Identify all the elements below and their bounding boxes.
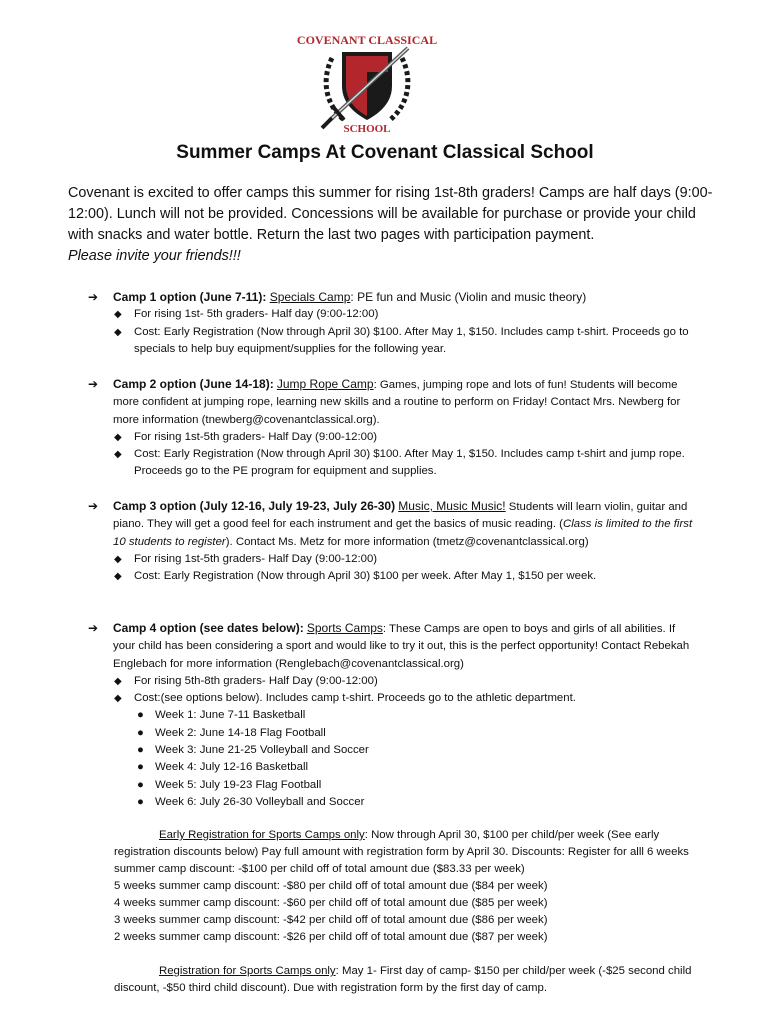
camp-2	[88, 376, 698, 481]
diamond-icon: ◆	[114, 675, 122, 687]
diamond-icon: ◆	[114, 571, 122, 583]
bullet-icon: ●	[137, 795, 144, 808]
diamond-icon: ◆	[114, 693, 122, 705]
diamond-icon: ◆	[114, 309, 122, 321]
camp-contact: ). Contact Ms. Metz for more information (tmetz@covenantclassical.org)	[225, 535, 589, 548]
sports-weeks-list	[135, 707, 698, 811]
camp-detail: ◆ Cost: Early Registration (Now through April 30) $100 per week. After May 1, $150 per week.	[113, 568, 698, 585]
list-item: ● Week 1: June 7-11 Basketball	[135, 707, 698, 724]
discount-line: 2 weeks summer camp discount: -$26 per child off of total amount due ($87 per week)	[114, 931, 548, 943]
arrow-icon: ➔	[88, 290, 99, 304]
diamond-icon: ◆	[114, 326, 122, 338]
diamond-icon: ◆	[114, 431, 122, 443]
camp-detail: ◆ For rising 1st- 5th graders- Half day (9:00-12:00)	[113, 306, 698, 323]
camp-heading: Camp 2 option (June 14-18):	[113, 377, 274, 391]
logo-text-bottom: SCHOOL	[343, 123, 391, 135]
bullet-icon: ●	[137, 744, 144, 757]
list-item: ● Week 2: June 14-18 Flag Football	[135, 725, 698, 742]
camp-heading: Camp 4 option (see dates below):	[113, 621, 304, 635]
bullet-icon: ●	[137, 709, 144, 722]
camp-detail: ◆ Cost: Early Registration (Now through April 30) $100. After May 1, $150. Includes camp t-shirt and jump rope. Proceeds go to the PE program for equipment and supplies.	[114, 448, 685, 478]
regular-registration-section	[114, 963, 704, 997]
list-item: ● Week 4: July 12-16 Basketball	[135, 759, 698, 776]
list-item: ● Week 6: July 26-30 Volleyball and Soccer	[135, 794, 698, 811]
regular-registration-text: : May 1- First day of camp- $150 per child/per week (-$25 second child discount, -$50 third child discount). Due with registration form by the first day of camp.	[114, 965, 692, 994]
early-registration-text: : Now through April 30, $100 per child/per week (See early registration discounts below) Pay full amount with registration form by April 30. Discounts: Register for alll 6 weeks summer camp discount: -$100 per child off of total amount due ($83.33 per week)	[114, 829, 689, 875]
arrow-icon: ➔	[88, 621, 99, 635]
list-item: ● Week 3: June 21-25 Volleyball and Soccer	[135, 742, 698, 759]
bullet-icon: ●	[137, 778, 144, 791]
page-title: Summer Camps At Covenant Classical School	[176, 142, 594, 163]
intro-paragraph	[68, 183, 718, 267]
camp-name: Specials Camp	[269, 290, 351, 304]
diamond-icon: ◆	[114, 449, 122, 461]
camp-class-limit: Class is limited to the first 10 students to register	[113, 518, 693, 548]
early-registration-section	[114, 827, 704, 946]
school-logo	[296, 28, 438, 136]
camp-detail: ◆ For rising 1st-5th graders- Half Day (9:00-12:00)	[113, 551, 698, 568]
logo-text-top: COVENANT CLASSICAL	[296, 33, 438, 47]
arrow-icon: ➔	[88, 377, 99, 391]
regular-registration-label: Registration for Sports Camps only	[159, 965, 336, 977]
intro-text: Covenant is excited to offer camps this summer for rising 1st-8th graders! Camps are half days (9:00-12:00). Lunch will not be provided. Concessions will be available for purchase or provide your child with snacks and water bottle. Return the last two pages with participation payment.	[68, 185, 713, 243]
bullet-icon: ●	[137, 761, 144, 774]
camp-description: Students will learn violin, guitar and piano. They will get a good feel for each instrument and get the basics of music reading. (	[113, 501, 688, 531]
camp-detail: ◆ Cost: Early Registration (Now through April 30) $100. After May 1, $150. Includes camp t-shirt. Proceeds go to specials to help buy equipment/supplies for the following year.	[114, 325, 689, 355]
camp-name: Sports Camps	[306, 621, 383, 635]
camp-3	[88, 498, 698, 585]
camp-detail: ◆ For rising 1st-5th graders- Half Day (9:00-12:00)	[113, 429, 698, 446]
diamond-icon: ◆	[114, 553, 122, 565]
camp-4	[88, 620, 698, 811]
camp-description: : These Camps are open to boys and girls of all abilities. If your child has been considering a sport and would like to try it out, this is the perfect opportunity! Contact Rebekah Englebach for more information (Renglebach@covenantclassical.org)	[113, 623, 690, 670]
camp-name: Music, Music Music!	[398, 499, 506, 513]
camp-heading: Camp 1 option (June 7-11):	[113, 290, 267, 304]
intro-invite: Please invite your friends!!!	[68, 248, 241, 264]
list-item: ● Week 5: July 19-23 Flag Football	[135, 777, 698, 794]
discount-line: 4 weeks summer camp discount: -$60 per child off of total amount due ($85 per week)	[114, 897, 548, 909]
arrow-icon: ➔	[88, 499, 99, 513]
bullet-icon: ●	[137, 726, 144, 739]
camp-description: : PE fun and Music (Violin and music theory)	[350, 290, 587, 304]
discount-line: 3 weeks summer camp discount: -$42 per child off of total amount due ($86 per week)	[114, 914, 548, 926]
camp-heading: Camp 3 option (July 12-16, July 19-23, July 26-30)	[113, 499, 396, 513]
discount-line: 5 weeks summer camp discount: -$80 per child off of total amount due ($84 per week)	[114, 880, 548, 892]
early-registration-label: Early Registration for Sports Camps only	[159, 829, 365, 841]
camp-detail: ◆ Cost:(see options below). Includes camp t-shirt. Proceeds go to the athletic department.	[113, 690, 698, 707]
camp-1	[88, 289, 698, 358]
camp-detail: ◆ For rising 5th-8th graders- Half Day (9:00-12:00)	[113, 673, 698, 690]
camp-description: : Games, jumping rope and lots of fun! Students will become more confident at jumping rope, learning new skills and a routine to perform on Friday! Contact Mrs. Newberg for more information (tnewberg@covenantclassical.org).	[113, 379, 681, 426]
camp-name: Jump Rope Camp	[276, 377, 374, 391]
